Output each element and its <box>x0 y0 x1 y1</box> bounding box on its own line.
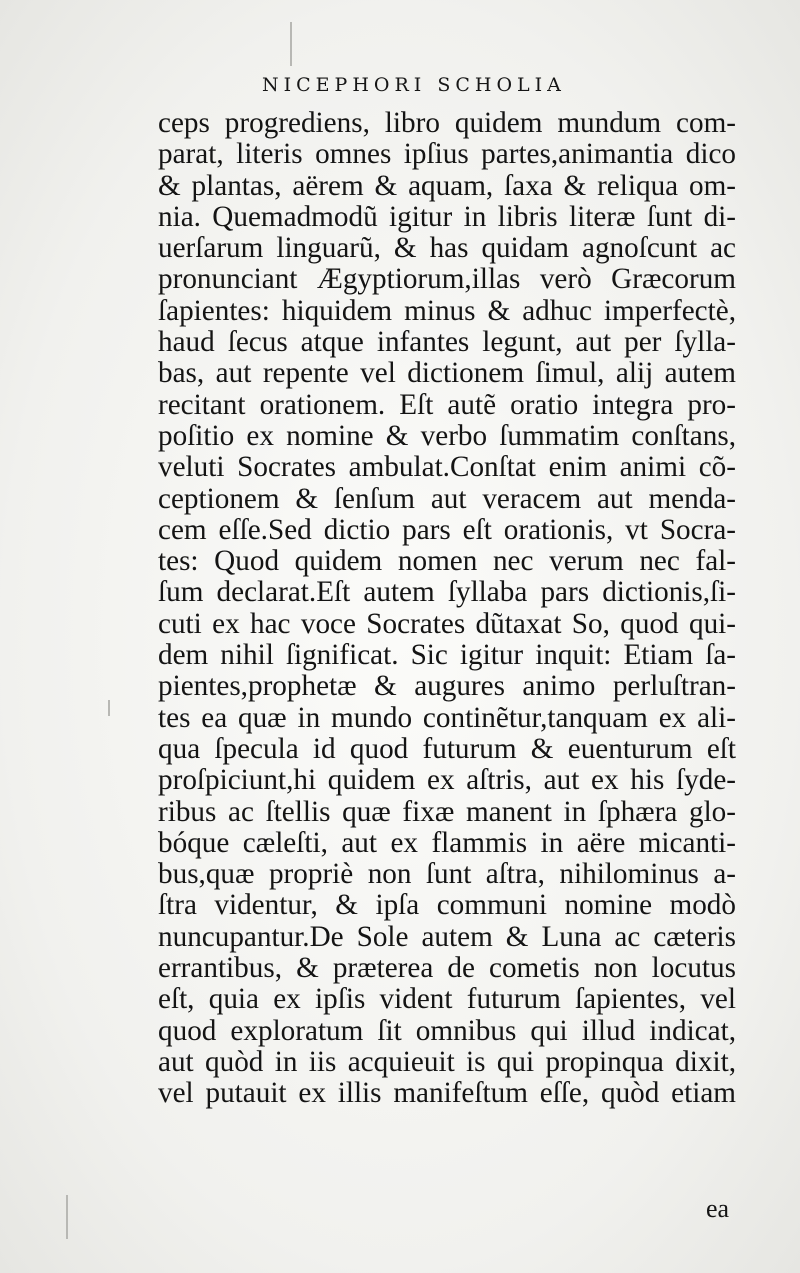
text-line: ſapientes: hiquidem minus & adhuc imperfectè, <box>158 294 736 327</box>
text-line: quod exploratum ſit omnibus qui illud indicat, <box>158 1014 736 1047</box>
text-line: cem eſſe.Sed dictio pars eſt orationis, vt Socra- <box>158 513 736 546</box>
text-line: veluti Socrates ambulat.Conſtat enim animi cõ- <box>158 451 736 484</box>
text-line: ſum declarat.Eſt autem ſyllaba pars dictionis,ſi- <box>158 576 736 609</box>
text-line: proſpiciunt,hi quidem ex aſtris, aut ex his ſyde- <box>158 764 736 797</box>
text-line: ceps progrediens, libro quidem mundum com- <box>158 107 736 139</box>
text-line: recitant orationem. Eſt autẽ oratio integra pro- <box>158 388 736 421</box>
text-line: pronunciant Ægyptiorum,illas verò Græcorum <box>158 263 736 296</box>
text-line: eſt, quia ex ipſis vident futurum ſapientes, vel <box>158 983 736 1016</box>
text-line: aut quòd in iis acquieuit is qui propinqua dixit, <box>158 1045 736 1078</box>
text-line: bóque cæleſti, aut ex flammis in aëre micanti- <box>158 826 736 859</box>
text-line: & plantas, aërem & aquam, ſaxa & reliqua om- <box>158 169 736 202</box>
text-line: cuti ex hac voce Socrates dũtaxat So, quod qui- <box>158 607 736 640</box>
text-line: vel putauit ex illis manifeſtum eſſe, quòd etiam <box>158 1077 736 1110</box>
page-stain <box>108 700 110 716</box>
page-stain <box>66 1195 68 1239</box>
running-header: NICEPHORI SCHOLIA <box>262 74 566 96</box>
text-line: poſitio ex nomine & verbo ſummatim conſtans, <box>158 419 736 452</box>
text-line: nia. Quemadmodũ igitur in libris literæ ſunt di- <box>158 200 736 233</box>
text-line: ſtra videntur, & ipſa communi nomine modò <box>158 889 736 922</box>
body-text <box>158 108 736 1110</box>
text-line: qua ſpecula id quod futurum & euenturum eſt <box>158 732 736 765</box>
text-line: errantibus, & præterea de cometis non locutus <box>158 952 736 985</box>
text-line: pientes,prophetæ & augures animo perluſtran- <box>158 670 736 703</box>
text-line: nuncupantur.De Sole autem & Luna ac cæteris <box>158 920 736 953</box>
text-line: dem nihil ſignificat. Sic igitur inquit: Etiam ſa- <box>158 639 736 672</box>
text-line: ribus ac ſtellis quæ fixæ manent in ſphæra glo- <box>158 795 736 828</box>
text-line: ceptionem & ſenſum aut veracem aut menda- <box>158 482 736 515</box>
text-line: parat, literis omnes ipſius partes,animantia dico <box>158 138 736 171</box>
text-line: tes ea quæ in mundo continẽtur,tanquam ex ali- <box>158 701 736 734</box>
text-line: bas, aut repente vel dictionem ſimul, alij autem <box>158 357 736 390</box>
text-line: bus,quæ propriè non ſunt aſtra, nihilominus a- <box>158 858 736 891</box>
page-stain <box>290 22 292 66</box>
text-line: uerſarum linguarũ, & has quidam agnoſcunt ac <box>158 232 736 265</box>
catchword: ea <box>706 1194 730 1223</box>
text-line: haud ſecus atque infantes legunt, aut per ſylla- <box>158 326 736 359</box>
text-line: tes: Quod quidem nomen nec verum nec fal- <box>158 545 736 578</box>
